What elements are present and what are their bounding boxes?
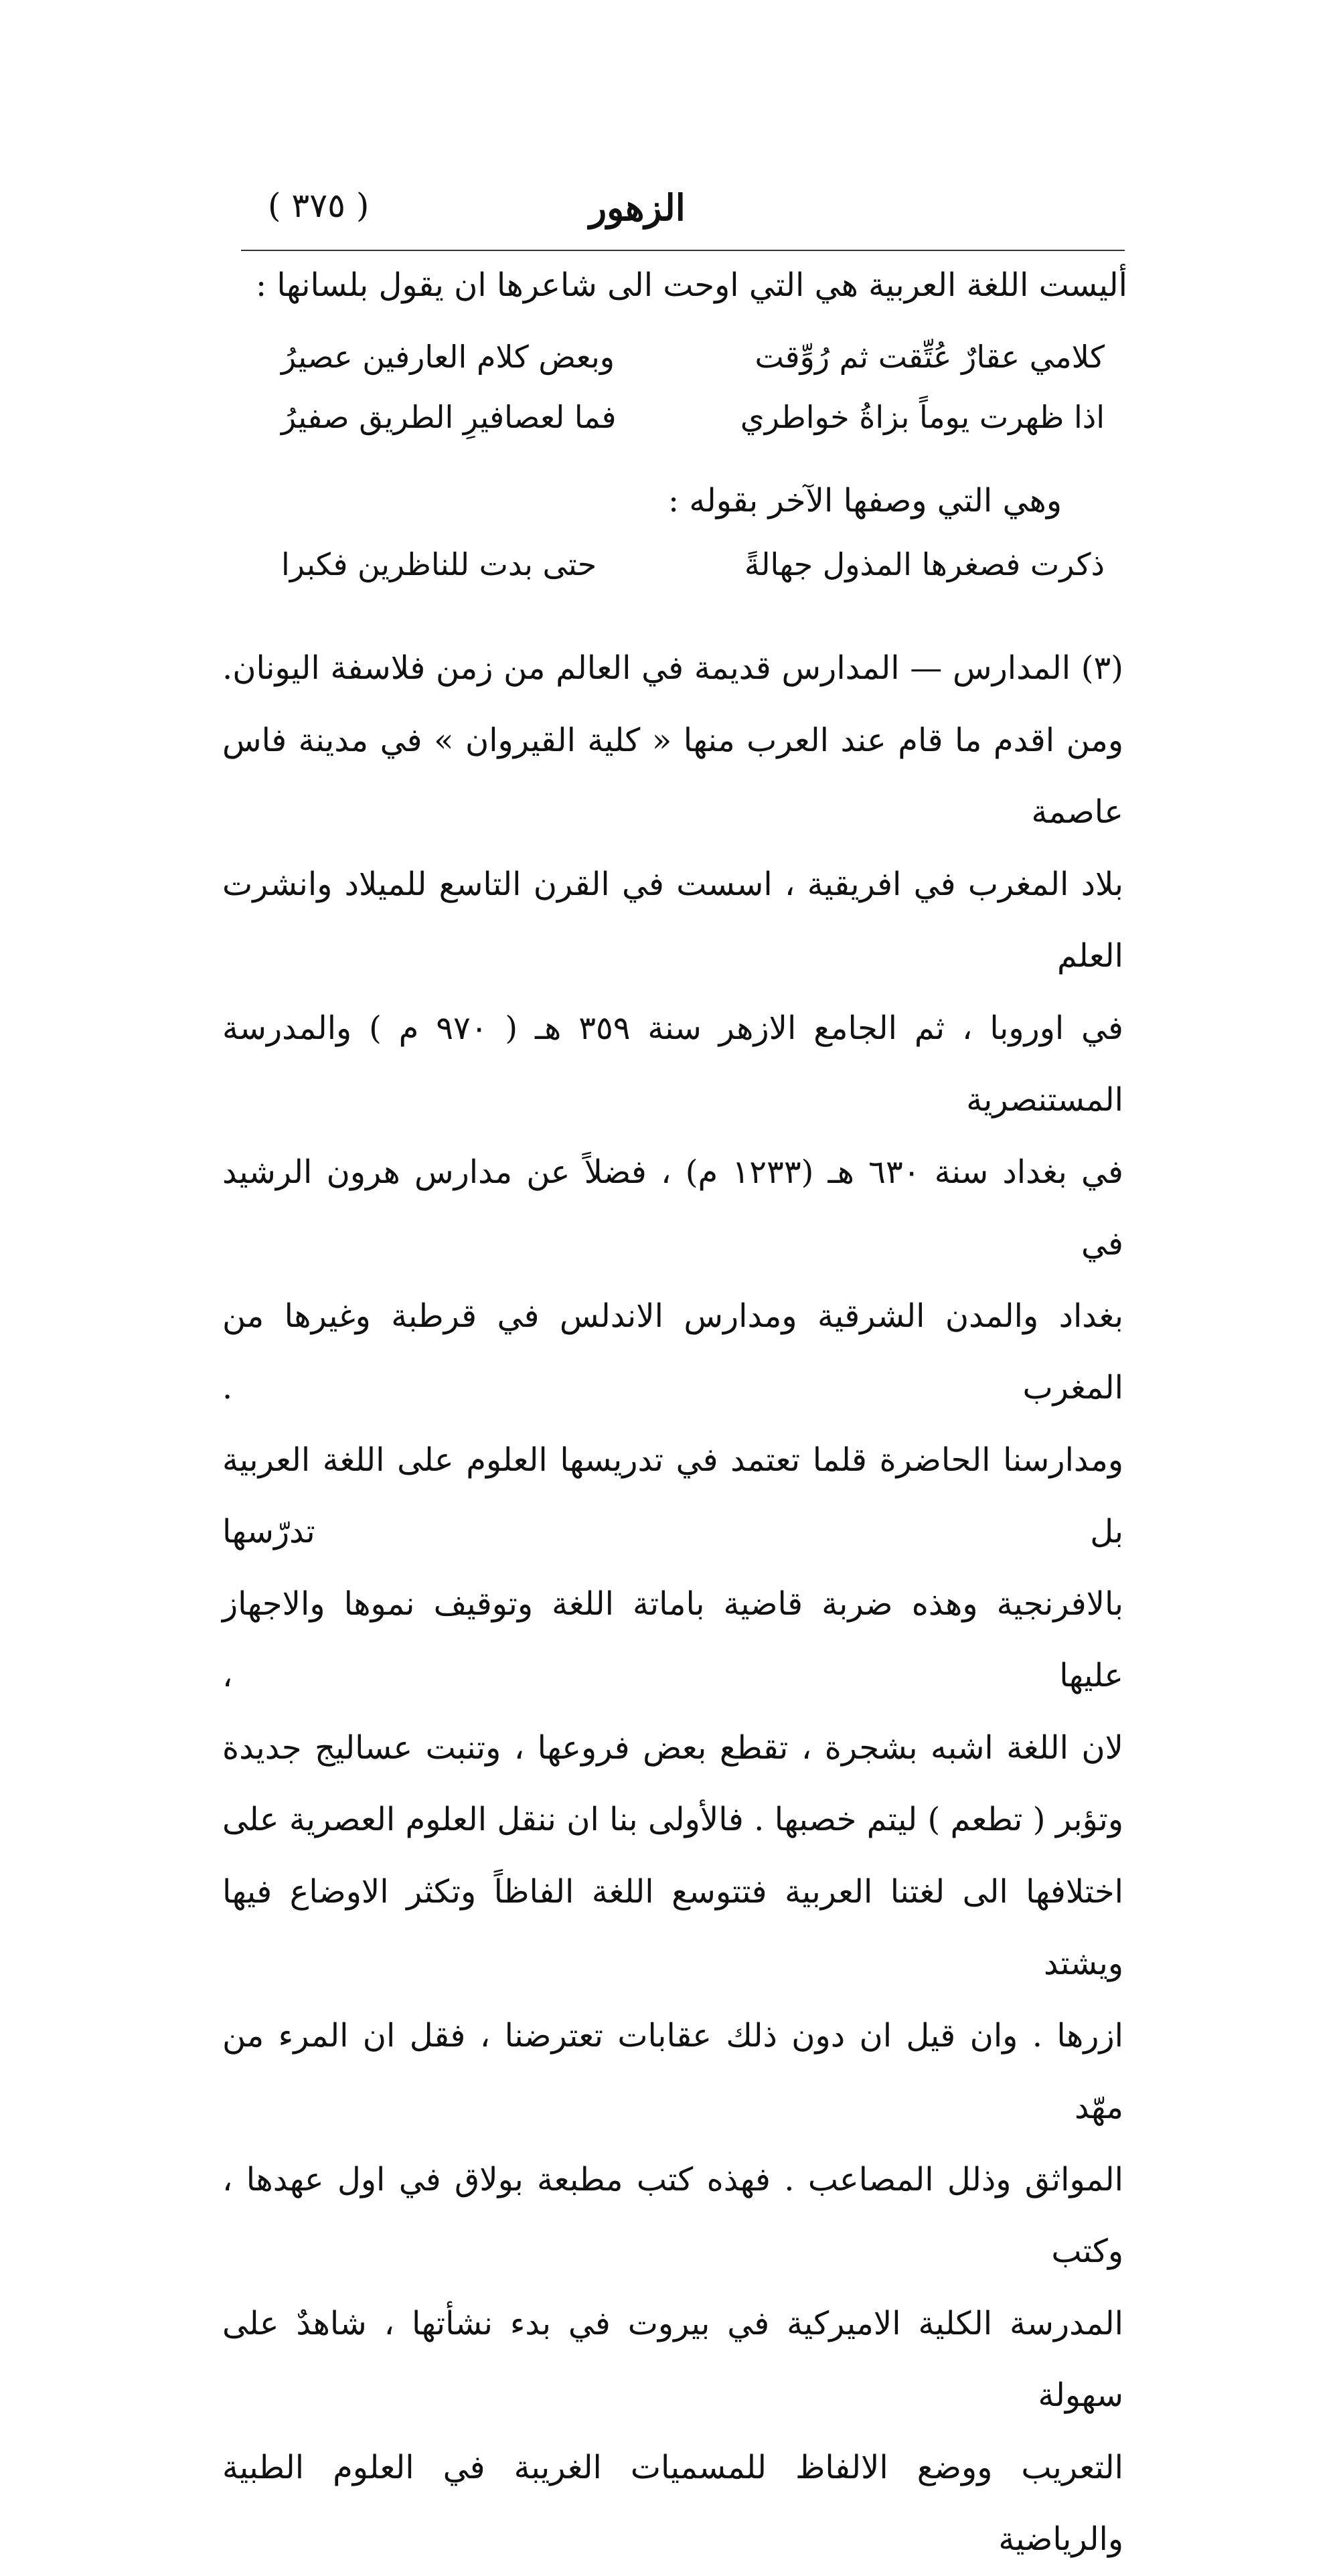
intro-line: أليست اللغة العربية هي التي اوحت الى شاعرها ان يقول بلسانها : [256, 266, 1127, 304]
verse-hemistich-left: وبعض كلام العارفين عصيرُ [281, 339, 615, 375]
verse-hemistich-left: حتى بدت للناظرين فكبرا [281, 546, 597, 582]
body-line: المواثق وذلل المصاعب . فهذه كتب مطبعة بولاق في اول عهدها ، وكتب [222, 2160, 1123, 2270]
poem-verse-1 [281, 339, 1105, 386]
body-line: في بغداد سنة ٦٣٠ هـ (١٢٣٣ م) ، فضلاً عن مدارس هرون الرشيد في [222, 1153, 1123, 1263]
body-line: ازرها . وان قيل ان دون ذلك عقابات تعترضنا ، فقل ان المرء من مهّد [222, 2016, 1123, 2126]
verse-hemistich-left: فما لعصافيرِ الطريق صفيرُ [281, 399, 617, 435]
body-line: المدرسة الكلية الاميركية في بيروت في بدء نشأتها ، شاهدٌ على سهولة [222, 2304, 1123, 2414]
poem-verse-3 [281, 546, 1105, 593]
page-header [241, 186, 1085, 240]
body-line: اختلافها الى لغتنا العربية فتتوسع اللغة الفاظاً وتكثر الاوضاع فيها ويشتد [222, 1872, 1123, 1982]
body-line: في اوروبا ، ثم الجامع الازهر سنة ٣٥٩ هـ ( ٩٧٠ م ) والمدرسة المستنصرية [222, 1009, 1124, 1119]
body-line: ومدارسنا الحاضرة قلما تعتمد في تدريسها العلوم على اللغة العربية بل تدرّسها [222, 1441, 1123, 1550]
body-line: وتؤبر ( تطعم ) ليتم خصبها . فالأولى بنا ان ننقل العلوم العصرية على [222, 1801, 1123, 1838]
body-line: (٣) المدارس — المدارس قديمة في العالم من زمن فلاسفة اليونان. [222, 649, 1123, 687]
body-line: بالافرنجية وهذه ضربة قاضية باماتة اللغة وتوقيف نموها والاجهاز عليها ، [222, 1585, 1123, 1694]
verse-hemistich-right: اذا ظهرت يوماً بزاةُ خواطري [740, 399, 1105, 435]
header-divider [241, 250, 1125, 251]
verse-hemistich-right: كلامي عقارٌ عُتِّقت ثم رُوِّقت [755, 339, 1105, 375]
poem-verse-2 [281, 399, 1105, 446]
body-line: لان اللغة اشبه بشجرة ، تقطع بعض فروعها ، وتنبت عساليج جديدة [222, 1728, 1123, 1767]
body-paragraph [222, 633, 1123, 2576]
running-title: الزهور [589, 186, 686, 229]
verse-hemistich-right: ذكرت فصغرها المذول جهالةً [744, 546, 1105, 582]
body-line: ومن اقدم ما قام عند العرب منها « كلية القيروان » في مدينة فاس عاصمة [222, 721, 1123, 831]
body-line: بغداد والمدن الشرقية ومدارس الاندلس في قرطبة وغيرها من المغرب . [222, 1297, 1123, 1406]
intro-line-2: وهي التي وصفها الآخر بقوله : [667, 482, 1062, 519]
body-line: التعريب ووضع الالفاظ للمسميات الغريبة في العلوم الطبية والرياضية [222, 2448, 1123, 2558]
page-number: ( ٣٧٥ ) [268, 186, 370, 225]
body-line: بلاد المغرب في افريقية ، اسست في القرن التاسع للميلاد وانشرت العلم [222, 865, 1123, 975]
